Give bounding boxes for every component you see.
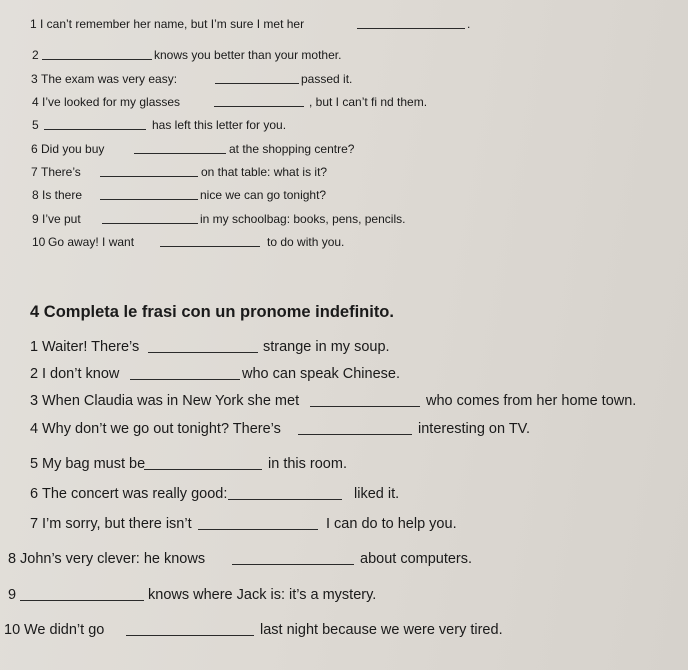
item-text: liked it. [354,486,400,502]
item-text: Is there [42,188,83,202]
item-text: at the shopping centre? [229,142,355,156]
answer-blank[interactable] [357,28,465,29]
item-number: 2 [32,48,39,62]
item-text: Waiter! There’s [42,339,140,355]
answer-blank[interactable] [20,600,144,601]
item-number: 3 [30,393,39,409]
item-number: 7 [31,165,38,179]
item-text: knows you better than your mother. [154,48,342,62]
item-text: I can’t remember her name, but I’m sure I met her [40,17,305,31]
item-number: 10 [32,235,46,249]
item-text: I’ve looked for my glasses [42,95,181,109]
answer-blank[interactable] [130,379,240,380]
item-text: about computers. [360,551,473,567]
answer-blank[interactable] [214,106,304,107]
item-text: who comes from her home town. [426,393,637,409]
item-number: 2 [30,366,39,382]
item-number: 4 [30,421,39,437]
answer-blank[interactable] [228,499,342,500]
answer-blank[interactable] [148,352,258,353]
item-text: We didn’t go [24,622,105,638]
item-number: 6 [31,142,38,156]
answer-blank[interactable] [144,469,262,470]
answer-blank[interactable] [215,83,299,84]
answer-blank[interactable] [160,246,260,247]
item-number: 8 [8,551,17,567]
item-text: There’s [41,165,81,179]
item-text: , but I can’t fi nd them. [309,95,428,109]
item-text: has left this letter for you. [152,118,287,132]
item-text: John’s very clever: he knows [20,551,206,567]
item-text: Did you buy [41,142,105,156]
answer-blank[interactable] [134,153,226,154]
answer-blank[interactable] [100,176,198,177]
item-text: interesting on TV. [418,421,531,437]
item-text: last night because we were very tired. [260,622,503,638]
item-number: 9 [32,212,39,226]
item-text: I can do to help you. [326,516,457,532]
item-text: . [467,17,471,31]
item-number: 3 [31,72,38,86]
item-text: The exam was very easy: [41,72,178,86]
item-text: The concert was really good: [42,486,228,502]
item-number: 10 [4,622,21,638]
item-text: strange in my soup. [263,339,390,355]
item-number: 5 [32,118,39,132]
exercise-number: 4 [30,303,40,321]
item-text: in my schoolbag: books, pens, pencils. [200,212,406,226]
answer-blank[interactable] [102,223,198,224]
answer-blank[interactable] [232,564,354,565]
item-text: on that table: what is it? [201,165,328,179]
exercise-heading [30,301,394,323]
item-text: knows where Jack is: it’s a mystery. [148,587,377,603]
item-text: I’ve put [42,212,81,226]
answer-blank[interactable] [126,635,254,636]
item-text: I don’t know [42,366,120,382]
item-text: I’m sorry, but there isn’t [42,516,192,532]
item-text: who can speak Chinese. [242,366,400,382]
item-number: 5 [30,456,39,472]
item-number: 6 [30,486,39,502]
item-text: nice we can go tonight? [200,188,327,202]
item-text: to do with you. [267,235,345,249]
answer-blank[interactable] [310,406,420,407]
item-text: When Claudia was in New York she met [42,393,300,409]
item-text: My bag must be [42,456,146,472]
answer-blank[interactable] [42,59,152,60]
item-text: Why don’t we go out tonight? There’s [42,421,281,437]
item-text: in this room. [268,456,347,472]
item-number: 8 [32,188,39,202]
answer-blank[interactable] [100,199,198,200]
exercise-title: Completa le frasi con un pronome indefinito. [43,303,394,321]
item-number: 7 [30,516,39,532]
item-number: 4 [32,95,39,109]
item-number: 9 [8,587,17,603]
item-text: passed it. [301,72,353,86]
answer-blank[interactable] [298,434,412,435]
item-number: 1 [30,339,39,355]
item-number: 1 [30,17,37,31]
item-text: Go away! I want [48,235,135,249]
answer-blank[interactable] [44,129,146,130]
answer-blank[interactable] [198,529,318,530]
